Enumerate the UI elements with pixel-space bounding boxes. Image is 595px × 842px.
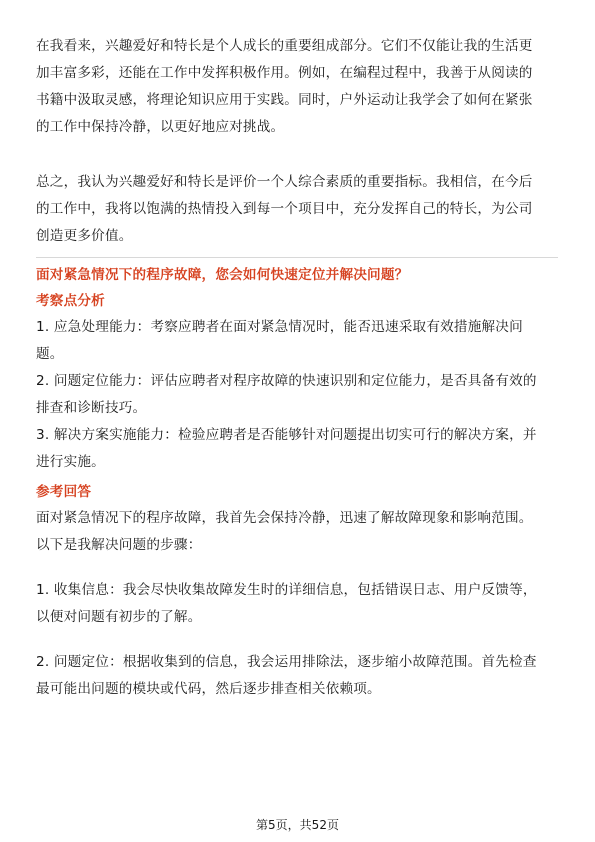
text-line: 2. 问题定位：根据收集到的信息，我会运用排除法，逐步缩小故障范围。首先检查 — [36, 654, 537, 670]
analysis-heading: 考察点分析 — [36, 293, 105, 309]
list-item-line: 题。 — [36, 346, 64, 362]
spacer — [36, 559, 558, 577]
list-item-line: 1. 应急处理能力：考察应聘者在面对紧急情况时，能否迅速采取有效措施解决问 — [36, 319, 523, 335]
text-line: 总之，我认为兴趣爱好和特长是评价一个人综合素质的重要指标。我相信，在今后 — [36, 174, 533, 190]
question-title: 面对紧急情况下的程序故障，您会如何快速定位并解决问题？ — [36, 267, 409, 283]
analysis-list — [36, 314, 558, 476]
answer-intro — [36, 505, 558, 559]
text-line: 在我看来，兴趣爱好和特长是个人成长的重要组成部分。它们不仅能让我的生活更 — [36, 38, 533, 54]
conclusion-paragraph — [36, 169, 558, 250]
text-line: 的工作中，我将以饱满的热情投入到每一个项目中，充分发挥自己的特长，为公司 — [36, 201, 533, 217]
answer-step — [36, 649, 558, 703]
text-line: 以下是我解决问题的步骤： — [36, 537, 202, 553]
answer-heading: 参考回答 — [36, 484, 92, 500]
answer-step — [36, 577, 558, 631]
text-line: 最可能出问题的模块或代码，然后逐步排查相关依赖项。 — [36, 681, 381, 697]
text-line: 以便对问题有初步的了解。 — [36, 609, 202, 625]
spacer — [36, 631, 558, 649]
intro-paragraph — [36, 33, 558, 141]
list-item-line: 3. 解决方案实施能力：检验应聘者是否能够针对问题提出切实可行的解决方案，并 — [36, 427, 537, 443]
document-page — [36, 33, 558, 703]
list-item-line: 进行实施。 — [36, 454, 105, 470]
page-number: 第5页，共52页 — [256, 818, 339, 832]
spacer — [36, 141, 558, 169]
text-line: 面对紧急情况下的程序故障，我首先会保持冷静，迅速了解故障现象和影响范围。 — [36, 510, 533, 526]
text-line: 书籍中汲取灵感，将理论知识应用于实践。同时，户外运动让我学会了如何在紧张 — [36, 92, 533, 108]
text-line: 1. 收集信息：我会尽快收集故障发生时的详细信息，包括错误日志、用户反馈等， — [36, 582, 537, 598]
section-divider — [36, 257, 558, 258]
text-line: 创造更多价值。 — [36, 228, 133, 244]
list-item-line: 排查和诊断技巧。 — [36, 400, 147, 416]
text-line: 的工作中保持冷静，以更好地应对挑战。 — [36, 119, 285, 135]
list-item-line: 2. 问题定位能力：评估应聘者对程序故障的快速识别和定位能力，是否具备有效的 — [36, 373, 537, 389]
text-line: 加丰富多彩，还能在工作中发挥积极作用。例如，在编程过程中，我善于从阅读的 — [36, 65, 533, 81]
